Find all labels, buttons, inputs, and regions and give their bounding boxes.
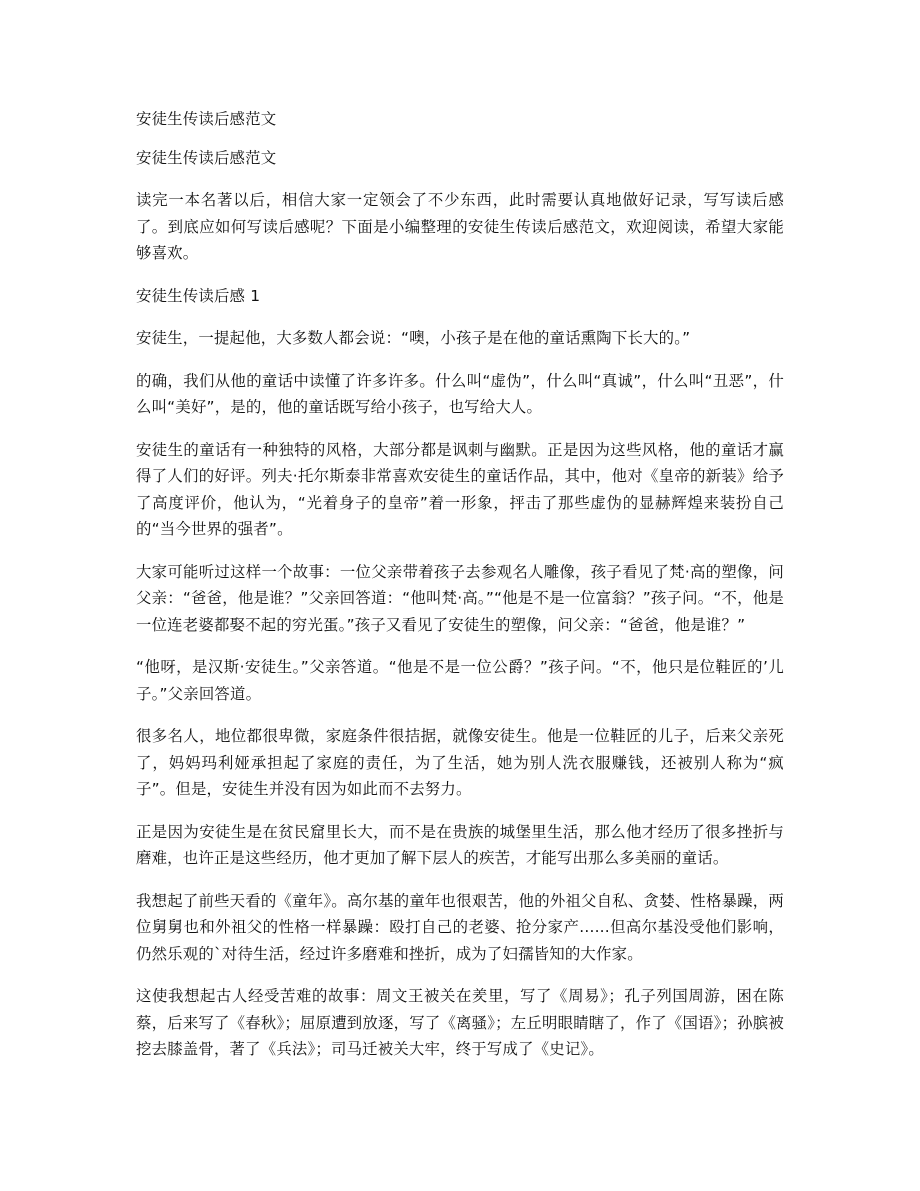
body-paragraph: 安徒生的童话有一种独特的风格，大部分都是讽刺与幽默。正是因为这些风格，他的童话才赢得了人们的好评。列夫·托尔斯泰非常喜欢安徒生的童话作品，其中，他对《皇帝的新装》给予了高度评价，他认为，“光着身子的皇帝”着一形象，抨击了那些虚伪的显赫辉煌来装扮自己的“当今世界的强者”。 [136, 440, 784, 538]
body-paragraph: 的确，我们从他的童话中读懂了许多许多。什么叫“虚伪”，什么叫“真诚”，什么叫“丑恶”，什么叫“美好”，是的，他的童话既写给小孩子，也写给大人。 [136, 371, 785, 416]
body-paragraph: 大家可能听过这样一个故事：一位父亲带着孩子去参观名人雕像，孩子看见了梵·高的塑像，问父亲：“爸爸，他是谁？”父亲回答道：“他叫梵·高。”“他是不是一位富翁？”孩子问。“不，他是一位连老婆都娶不起的穷光蛋。”孩子又看见了安徒生的塑像，问父亲：“爸爸，他是谁？” [136, 562, 784, 634]
document-title: 安徒生传读后感范文 [136, 148, 277, 167]
body-paragraph: 这使我想起古人经受苦难的故事：周文王被关在羑里，写了《周易》；孔子列国周游，困在陈蔡，后来写了《春秋》；屈原遭到放逐，写了《离骚》；左丘明眼睛瞎了，作了《国语》；孙膑被挖去膝盖骨，著了《兵法》；司马迁被关大牢，终于写成了《史记》。 [136, 987, 784, 1058]
body-paragraph: 我想起了前些天看的《童年》。高尔基的童年也很艰苦，他的外祖父自私、贪婪、性格暴躁，两位舅舅也和外祖父的性格一样暴躁：殴打自己的老婆、抢分家产......但高尔基没受他们影响，仍然乐观的`对待生活，经过许多磨难和挫折，成为了妇孺皆知的大作家。 [136, 891, 784, 963]
body-paragraph: 很多名人，地位都很卑微，家庭条件很拮据，就像安徒生。他是一位鞋匠的儿子，后来父亲死了，妈妈玛利娅承担起了家庭的责任，为了生活，她为别人洗衣服赚钱，还被别人称为“疯子”。但是，安徒生并没有因为如此而不去努力。 [136, 727, 784, 798]
body-paragraph: “他呀，是汉斯·安徒生。”父亲答道。“他是不是一位公爵？”孩子问。“不，他只是位鞋匠的’儿子。”父亲回答道。 [136, 658, 784, 703]
section-heading: 安徒生传读后感 1 [136, 286, 261, 305]
body-paragraph: 安徒生，一提起他，大多数人都会说：“噢，小孩子是在他的童话熏陶下长大的。” [136, 329, 691, 347]
document-heading: 安徒生传读后感范文 [136, 110, 277, 128]
document-page [136, 106, 784, 1079]
body-paragraph: 正是因为安徒生是在贫民窟里长大，而不是在贵族的城堡里生活，那么他才经历了很多挫折与磨难，也许正是这些经历，他才更加了解下层人的疾苦，才能写出那么多美丽的童话。 [136, 822, 784, 867]
intro-paragraph: 读完一本名著以后，相信大家一定领会了不少东西，此时需要认真地做好记录，写写读后感了。到底应如何写读后感呢？下面是小编整理的安徒生传读后感范文，欢迎阅读，希望大家能够喜欢。 [136, 191, 784, 262]
